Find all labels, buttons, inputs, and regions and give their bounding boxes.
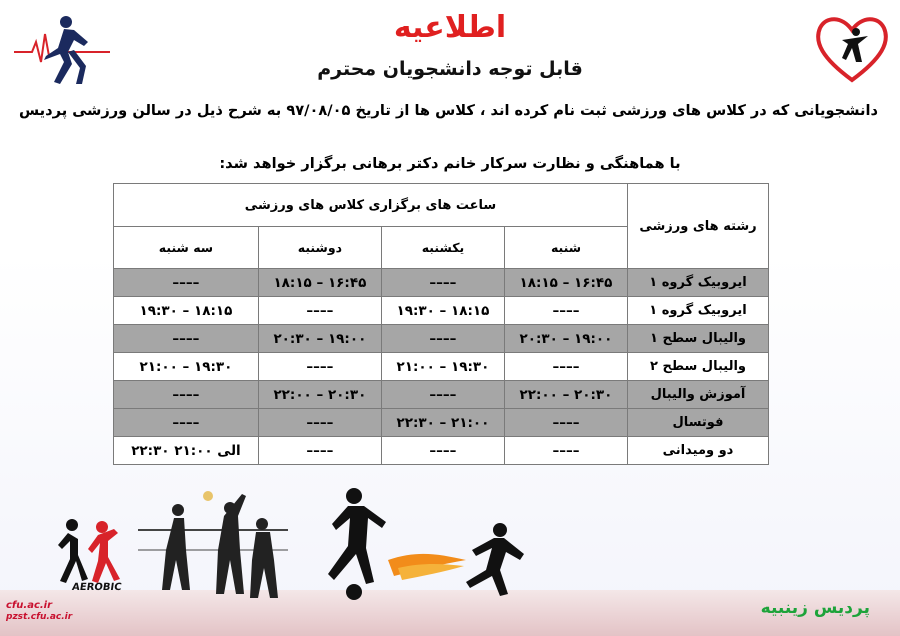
table-row	[114, 437, 769, 465]
time-cell: ۱۹:۳۰ – ۱۸:۱۵	[114, 297, 259, 325]
time-cell: ۲۱:۰۰ – ۱۹:۳۰	[114, 353, 259, 381]
time-column-header: ساعت های برگزاری کلاس های ورزشی	[114, 184, 628, 227]
schedule-table	[113, 183, 769, 465]
sport-name: دو ومیدانی	[628, 437, 769, 465]
time-cell: ––––	[504, 297, 627, 325]
time-cell: ۲۲:۳۰ – ۲۱:۰۰	[381, 409, 504, 437]
day-header-monday: دوشنبه	[258, 227, 381, 269]
time-cell: ––––	[504, 353, 627, 381]
day-header-tuesday: سه شنبه	[114, 227, 259, 269]
time-cell: ––––	[381, 325, 504, 353]
table-row	[114, 325, 769, 353]
sport-name: والیبال سطح ۱	[628, 325, 769, 353]
time-cell: ––––	[258, 409, 381, 437]
day-header-saturday: شنبه	[504, 227, 627, 269]
time-cell: ––––	[258, 297, 381, 325]
day-header-sunday: یکشنبه	[381, 227, 504, 269]
time-cell: ۱۸:۱۵ – ۱۶:۴۵	[504, 269, 627, 297]
time-cell: ––––	[114, 381, 259, 409]
sport-name: ایروبیک گروه ۱	[628, 297, 769, 325]
time-cell: ۱۸:۱۵ – ۱۶:۴۵	[258, 269, 381, 297]
time-cell: ۲۲:۰۰ – ۲۰:۳۰	[258, 381, 381, 409]
time-cell: ––––	[504, 409, 627, 437]
announcement-line-2: با هماهنگی و نظارت سرکار خانم دکتر برهانی برگزار خواهد شد:	[219, 155, 681, 172]
table-row	[114, 269, 769, 297]
volleyball-players-icon	[138, 490, 288, 602]
time-cell: ۲۱:۰۰ – ۱۹:۳۰	[381, 353, 504, 381]
sport-name: ایروبیک گروه ۱	[628, 269, 769, 297]
time-cell: ––––	[381, 381, 504, 409]
time-cell: ––––	[258, 437, 381, 465]
sport-column-header: رشته های ورزشی	[628, 184, 769, 269]
time-cell: ––––	[114, 269, 259, 297]
time-cell: ۲۲:۰۰ – ۲۰:۳۰	[504, 381, 627, 409]
page-title: اطلاعیه	[393, 10, 507, 45]
announcement-line-1: دانشجویانی که در کلاس های ورزشی ثبت نام کرده اند ، کلاس ها از تاریخ ۹۷/۰۸/۰۵ به شرح ذیل در سالن ورزشی پردیس	[19, 102, 878, 119]
time-cell: ––––	[381, 269, 504, 297]
time-cell: ––––	[504, 437, 627, 465]
table-row	[114, 381, 769, 409]
time-cell: ––––	[258, 353, 381, 381]
time-cell: ۲۰:۳۰ – ۱۹:۰۰	[504, 325, 627, 353]
sport-name: والیبال سطح ۲	[628, 353, 769, 381]
football-player-icon	[308, 484, 398, 602]
table-row	[114, 409, 769, 437]
sprinter-flame-icon	[388, 520, 528, 602]
time-cell: ۱۹:۳۰ – ۱۸:۱۵	[381, 297, 504, 325]
page-subtitle: قابل توجه دانشجویان محترم	[317, 58, 583, 80]
table-row	[114, 297, 769, 325]
site-name-primary: cfu.ac.ir	[6, 600, 53, 611]
campus-name: پردیس زینبیه	[760, 598, 870, 618]
time-cell: ۲۲:۳۰ الی ۲۱:۰۰	[114, 437, 259, 465]
time-cell: ––––	[114, 409, 259, 437]
sport-name: آموزش والیبال	[628, 381, 769, 409]
aerobic-figures-icon	[48, 515, 128, 585]
time-cell: ––––	[381, 437, 504, 465]
sport-name: فوتسال	[628, 409, 769, 437]
site-name-secondary: pzst.cfu.ac.ir	[6, 612, 73, 622]
aerobic-label: AEROBIC	[71, 582, 123, 593]
site-badge[interactable]	[4, 600, 74, 632]
time-cell: ––––	[114, 325, 259, 353]
table-row	[114, 353, 769, 381]
time-cell: ۲۰:۳۰ – ۱۹:۰۰	[258, 325, 381, 353]
